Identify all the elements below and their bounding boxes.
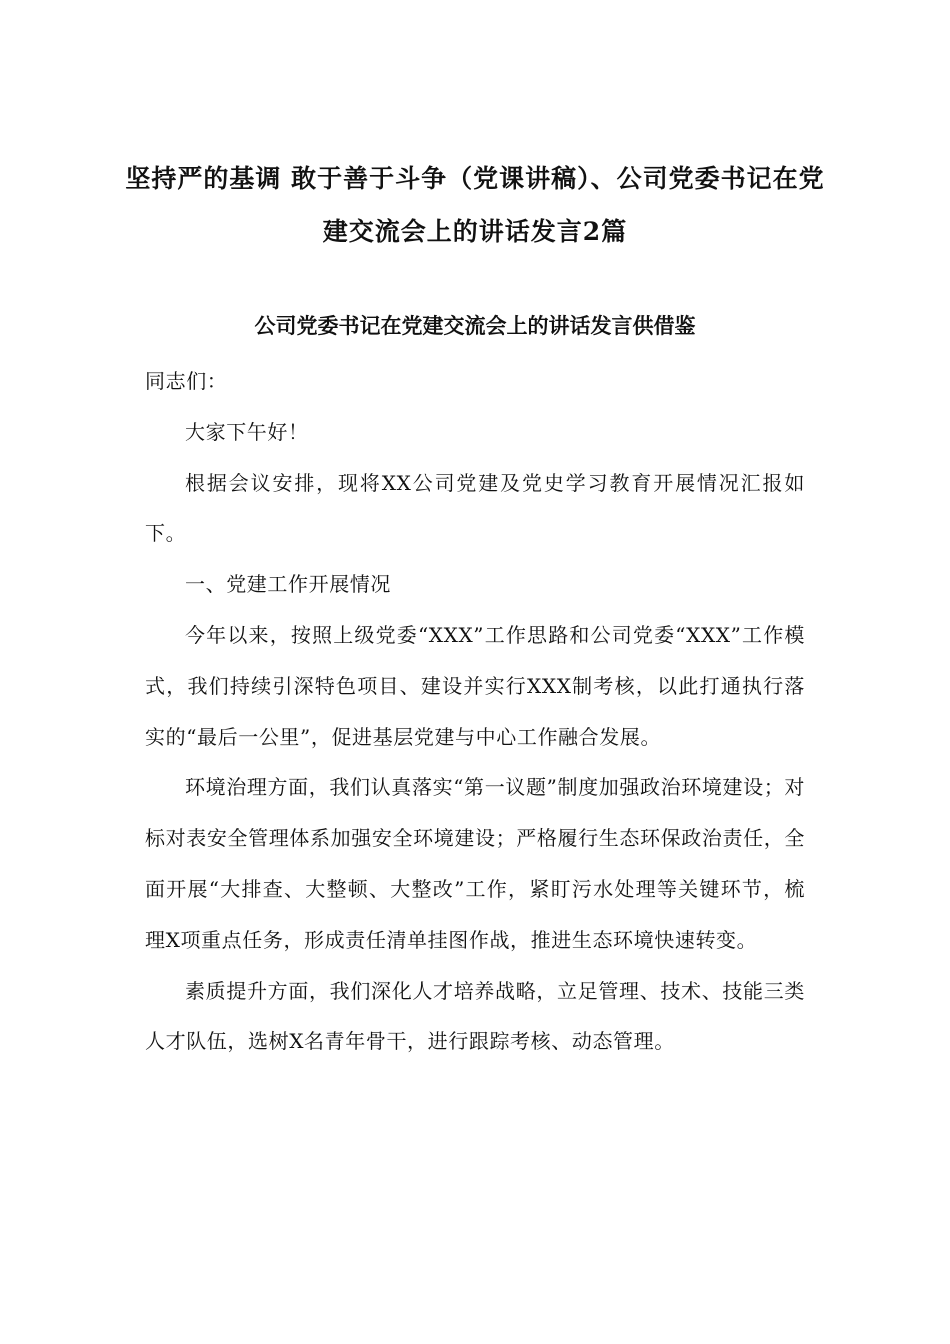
body-paragraph: 根据会议安排，现将XX公司党建及党史学习教育开展情况汇报如下。	[145, 470, 805, 546]
body-paragraph: 今年以来，按照上级党委“XXX”工作思路和公司党委“XXX”工作模式，我们持续引深特色项目、建设并实行XXX制考核，以此打通执行落实的“最后一公里”，促进基层党建与中心工作融合发展。	[145, 622, 805, 749]
document-subtitle: 公司党委书记在党建交流会上的讲话发言供借鉴	[254, 313, 696, 338]
greeting: 大家下午好！	[185, 419, 309, 444]
document-body	[145, 356, 805, 1067]
document-title: 坚持严的基调 敢于善于斗争（党课讲稿）、公司党委书记在党建交流会上的讲话发言2篇	[125, 164, 825, 246]
salutation: 同志们：	[145, 369, 228, 393]
body-paragraph: 素质提升方面，我们深化人才培养战略，立足管理、技术、技能三类人才队伍，选树X名青年骨干，进行跟踪考核、动态管理。	[145, 978, 805, 1054]
section-heading: 一、党建工作开展情况	[185, 572, 391, 597]
body-paragraph: 环境治理方面，我们认真落实“第一议题”制度加强政治环境建设；对标对表安全管理体系加强安全环境建设；严格履行生态环保政治责任，全面开展“大排查、大整顿、大整改”工作，紧盯污水处理等关键环节，梳理X项重点任务，形成责任清单挂图作战，推进生态环境快速转变。	[145, 775, 805, 952]
